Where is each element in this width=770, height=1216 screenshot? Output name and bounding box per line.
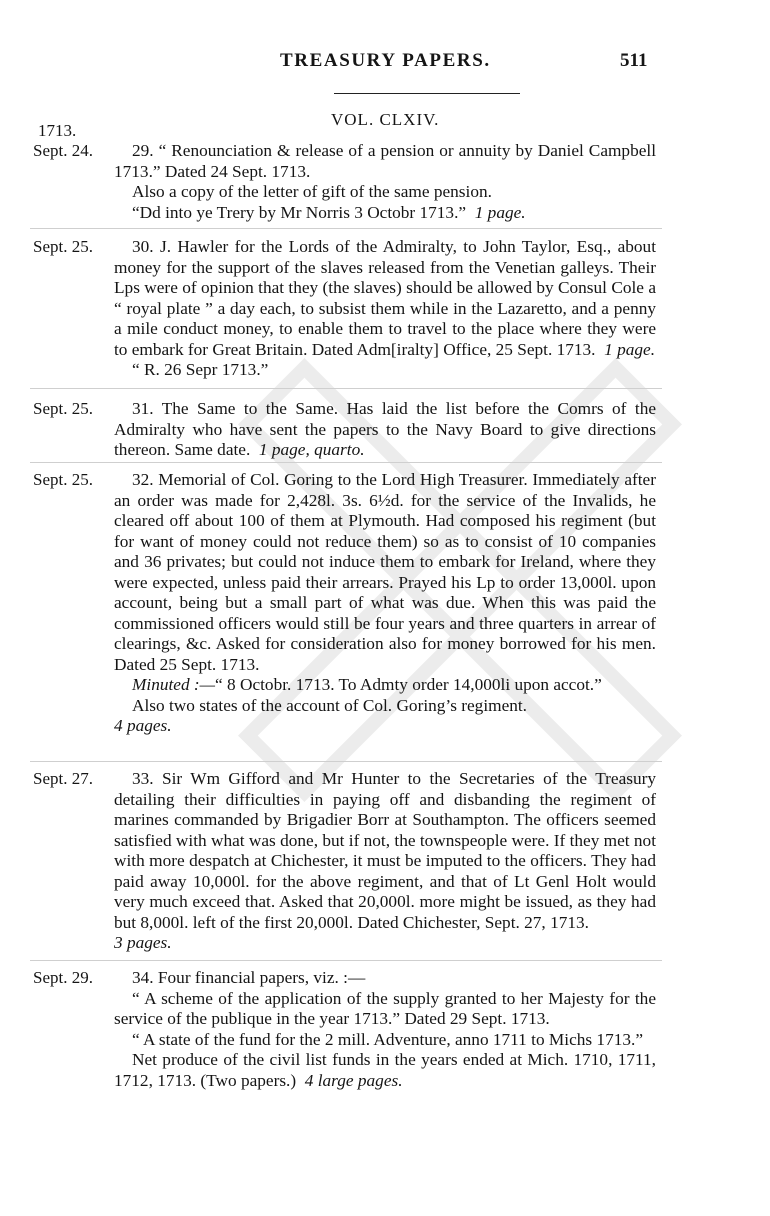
entry-note-line (114, 203, 656, 224)
entry-note: “Dd into ye Trery by Mr Norris 3 Octobr 1713.” (132, 202, 467, 222)
year-label: 1713. (38, 121, 77, 140)
entry-also: Also a copy of the letter of gift of the same pension. (132, 182, 492, 201)
entry-date: Sept. 25. (33, 470, 93, 489)
page-number: 511 (620, 50, 648, 71)
list-item: Net produce of the civil list funds in the years ended at Mich. 1710, 1711, 1712, 1713. (Two papers.) (114, 1050, 656, 1090)
entry-text: 29. “ Renounciation & release of a pension or annuity by Daniel Campbell 1713.” Dated 24 Sept. 1713. (114, 141, 656, 181)
page-count: 3 pages. (114, 933, 172, 952)
entry-separator (30, 228, 662, 229)
minute-label: Minuted :— (132, 675, 216, 694)
entry-also: Also two states of the account of Col. Goring’s regiment. (132, 695, 527, 715)
entry-text: 33. Sir Wm Gifford and Mr Hunter to the Secretaries of the Treasury detailing their difficulties in paying off and disbanding the regiment of marines commanded by Brigadier Borr at Southampton. The officers seemed satisfied with what was done, but if not, the townspeople were. If they met not with more despatch at Chichester, it must be imputed to the officers. They had paid away 10,000l. for the above regiment, and that of Lt Genl Holt would very much exceed that. Asked that 20,000l. more might be issued, as they had but 8,000l. left of the first 20,000l. Dated Chichester, Sept. 27, 1713. (114, 769, 656, 932)
entry-text: 31. The Same to the Same. Has laid the list before the Comrs of the Admiralty who have sent the papers to the Navy Board to give directions thereon. Same date. (114, 399, 656, 459)
page-count: 4 large pages. (304, 1070, 403, 1090)
entry-date: Sept. 27. (33, 769, 93, 788)
entry-separator (30, 462, 662, 463)
minute-line (114, 675, 656, 696)
entry-body (114, 237, 656, 381)
list-item: “ A state of the fund for the 2 mill. Adventure, anno 1711 to Michs 1713.” (132, 1029, 643, 1049)
entry-text: 34. Four financial papers, viz. :— (132, 968, 366, 987)
entry-body (114, 470, 656, 737)
entry-note: “ R. 26 Sepr 1713.” (132, 360, 269, 379)
entry-date: Sept. 24. (33, 141, 93, 160)
entry-date: Sept. 29. (33, 968, 93, 987)
entry-text: 32. Memorial of Col. Goring to the Lord High Treasurer. Immediately after an order was made for 2,428l. 3s. 6½d. for the service of the Invalids, he cleared off about 100 of them at Plymouth. Had composed his regiment (but for want of money could not reduce them) so as to consist of 10 companies and 36 privates; but could not induce them to embark for Ireland, where they were expected, unless paid their arrears. Prayed his Lp to order 13,000l. upon account, being but a small part of what was due. When this was paid the commissioned officers would still be four years and three quarters in arrear of clearings, &c. Asked for consideration also for money borrowed for his men. Dated 25 Sept. 1713. (114, 470, 656, 674)
page-count: 4 pages. (114, 716, 172, 735)
page-count: 1 page, quarto. (258, 440, 365, 459)
list-item-line (114, 1050, 656, 1091)
entry-separator (30, 388, 662, 389)
running-title: TREASURY PAPERS. (280, 50, 491, 71)
entry-separator (30, 960, 662, 961)
entry-date: Sept. 25. (33, 237, 93, 256)
entry-text: 30. J. Hawler for the Lords of the Admiralty, to John Taylor, Esq., about money for the support of the slaves released from the Venetian galleys. Their Lps were of opinion that they (the slaves) should be allowed by Consul Cole a “ royal plate ” a day each, to subsist them while in the Lazaretto, and a penny a mile conduct money, to enable them to travel to the place where they were to embark for Great Britain. Dated Adm[iralty] Office, 25 Sept. 1713. (114, 237, 656, 359)
page-count: 1 page. (604, 339, 656, 359)
list-item: “ A scheme of the application of the supply granted to her Majesty for the service of the publique in the year 1713.” Dated 29 Sept. 1713. (114, 988, 656, 1028)
page-count: 1 page. (474, 202, 526, 222)
entry-body (114, 141, 656, 223)
entry-text-line (114, 237, 656, 360)
entry-body (114, 968, 656, 1091)
entry-body (114, 769, 656, 954)
header-rule (334, 93, 520, 94)
entry-body (114, 399, 656, 461)
entry-separator (30, 761, 662, 762)
volume-heading: VOL. CLXIV. (331, 110, 440, 129)
minute-text: “ 8 Octobr. 1713. To Admty order 14,000li upon accot.” (215, 675, 602, 694)
entry-text-line (114, 399, 656, 461)
entry-date: Sept. 25. (33, 399, 93, 418)
